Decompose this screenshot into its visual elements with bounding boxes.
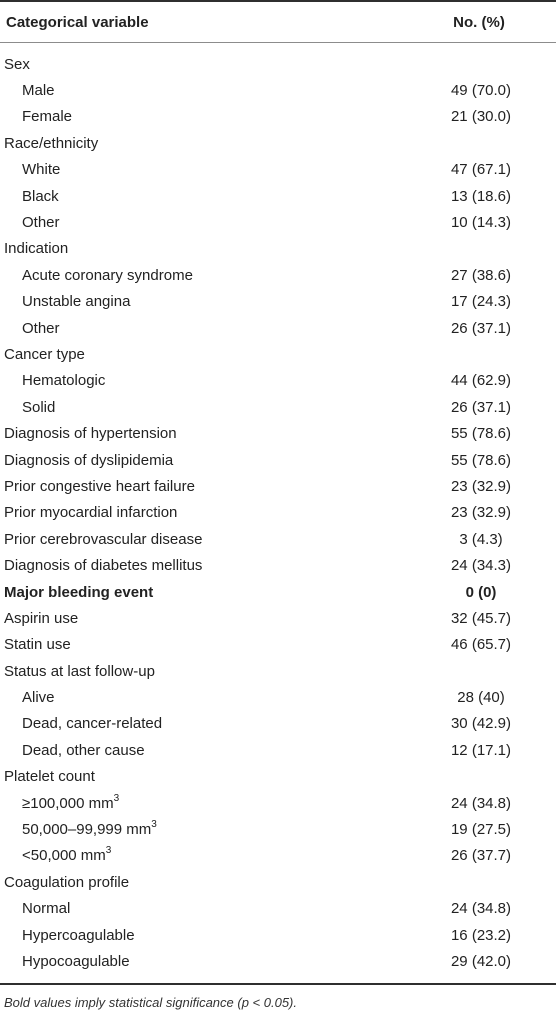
row-label-text: Acute coronary syndrome	[22, 266, 193, 284]
row-label-text: Normal	[22, 900, 71, 918]
row-value: 27 (38.6)	[450, 266, 512, 284]
row-value: 32 (45.7)	[450, 609, 512, 627]
row-value: 17 (24.3)	[450, 293, 512, 311]
row-label	[0, 847, 386, 864]
row-label	[0, 768, 386, 785]
row-label-superscript: 3	[113, 792, 120, 804]
table-row	[0, 473, 556, 499]
row-label-text: Hypercoagulable	[22, 926, 135, 944]
row-label-text: Diagnosis of diabetes mellitus	[4, 557, 203, 575]
row-value: 16 (23.2)	[450, 926, 512, 944]
table-header	[0, 2, 556, 42]
table-row	[0, 157, 556, 183]
row-label-text: Other	[22, 214, 60, 232]
row-label	[0, 689, 386, 706]
row-label	[0, 663, 386, 680]
row-value: 46 (65.7)	[450, 636, 512, 654]
row-value: 30 (42.9)	[450, 715, 512, 733]
row-value: 24 (34.8)	[450, 900, 512, 918]
row-label	[0, 425, 386, 442]
row-label	[0, 900, 386, 917]
row-label-text: Alive	[22, 689, 55, 707]
table-row	[0, 51, 556, 77]
row-label	[0, 56, 386, 73]
row-value: 19 (27.5)	[450, 821, 512, 839]
row-label-text: Hypocoagulable	[22, 952, 130, 970]
row-label-text: Unstable angina	[22, 293, 131, 311]
row-label-text: Race/ethnicity	[4, 134, 99, 152]
table-row	[0, 816, 556, 842]
table-row	[0, 605, 556, 631]
table-row	[0, 420, 556, 446]
row-label-text: Indication	[4, 240, 69, 258]
row-label	[0, 636, 386, 653]
row-label	[0, 82, 386, 99]
table-row	[0, 183, 556, 209]
table-row	[0, 711, 556, 737]
row-label	[0, 584, 386, 601]
row-label	[0, 108, 386, 125]
row-value: 55 (78.6)	[450, 425, 512, 443]
row-value: 49 (70.0)	[450, 82, 512, 100]
header-variable: Categorical variable	[6, 13, 149, 31]
row-label-text: <50,000 mm	[22, 847, 106, 865]
table-footnote: Bold values imply statistical significance (p < 0.05).	[4, 994, 297, 1010]
row-value: 44 (62.9)	[450, 372, 512, 390]
row-value: 3 (4.3)	[459, 530, 503, 548]
row-label	[0, 399, 386, 416]
row-label	[0, 320, 386, 337]
row-value: 10 (14.3)	[450, 214, 512, 232]
row-label-text: Female	[22, 108, 73, 126]
row-label	[0, 792, 386, 812]
row-value: 13 (18.6)	[450, 187, 512, 205]
table-row	[0, 922, 556, 948]
table-row	[0, 289, 556, 315]
table-row	[0, 896, 556, 922]
row-label-text: Male	[22, 82, 55, 100]
table-row	[0, 843, 556, 869]
row-label-text: Platelet count	[4, 768, 95, 786]
table-row	[0, 684, 556, 710]
table-row	[0, 209, 556, 235]
row-label	[0, 927, 386, 944]
row-label	[0, 874, 386, 891]
row-value: 26 (37.1)	[450, 319, 512, 337]
row-label	[0, 240, 386, 257]
table-body	[0, 43, 556, 983]
row-label	[0, 610, 386, 627]
table-row	[0, 552, 556, 578]
row-label-text: Aspirin use	[4, 609, 79, 627]
table-row	[0, 579, 556, 605]
table-row	[0, 500, 556, 526]
row-label	[0, 452, 386, 469]
row-value: 21 (30.0)	[450, 108, 512, 126]
row-label	[0, 953, 386, 970]
row-label-text: Hematologic	[22, 372, 106, 390]
row-label-text: 50,000–99,999 mm	[22, 821, 152, 839]
row-value: 29 (42.0)	[450, 952, 512, 970]
header-value: No. (%)	[453, 13, 505, 31]
row-label	[0, 135, 386, 152]
table-row	[0, 447, 556, 473]
row-value: 26 (37.7)	[450, 847, 512, 865]
table-row	[0, 262, 556, 288]
row-value: 0 (0)	[465, 583, 497, 601]
row-label-text: Status at last follow-up	[4, 662, 155, 680]
row-value: 23 (32.9)	[450, 477, 512, 495]
row-label-text: Other	[22, 319, 60, 337]
row-label-text: Coagulation profile	[4, 873, 130, 891]
row-label	[0, 293, 386, 310]
row-label-text: Prior cerebrovascular disease	[4, 530, 203, 548]
row-label	[0, 557, 386, 574]
row-label-text: White	[22, 161, 61, 179]
row-label-text: Dead, cancer-related	[22, 715, 163, 733]
table-row	[0, 368, 556, 394]
row-label	[0, 478, 386, 495]
table-row	[0, 77, 556, 103]
table-row	[0, 632, 556, 658]
row-label	[0, 531, 386, 548]
table-row	[0, 130, 556, 156]
row-label-superscript: 3	[151, 819, 157, 831]
row-label-text: Sex	[4, 55, 30, 73]
row-label	[0, 504, 386, 521]
row-value: 55 (78.6)	[450, 451, 512, 469]
table-row	[0, 790, 556, 816]
row-label	[0, 742, 386, 759]
table-row	[0, 948, 556, 974]
row-value: 23 (32.9)	[450, 504, 512, 522]
row-label	[0, 821, 386, 838]
table-row	[0, 104, 556, 130]
row-value: 47 (67.1)	[450, 161, 512, 179]
table-row	[0, 869, 556, 895]
row-label-text: Black	[22, 187, 59, 205]
row-value: 26 (37.1)	[450, 398, 512, 416]
table-row	[0, 764, 556, 790]
table-row	[0, 658, 556, 684]
row-label	[0, 267, 386, 284]
table-row	[0, 737, 556, 763]
row-label	[0, 214, 386, 231]
row-label-text: Prior myocardial infarction	[4, 504, 178, 522]
row-label-text: Diagnosis of hypertension	[4, 425, 177, 443]
table-row	[0, 341, 556, 367]
row-label	[0, 372, 386, 389]
row-label-text: ≥100,000 mm	[22, 794, 114, 812]
row-label	[0, 346, 386, 363]
table-row	[0, 394, 556, 420]
table-row	[0, 236, 556, 262]
row-label-text: Solid	[22, 398, 56, 416]
row-value: 24 (34.3)	[450, 557, 512, 575]
table-row	[0, 526, 556, 552]
row-label	[0, 188, 386, 205]
row-label-text: Cancer type	[4, 345, 85, 363]
row-label-text: Dead, other cause	[22, 741, 145, 759]
row-label-text: Statin use	[4, 636, 71, 654]
row-label-text: Major bleeding event	[4, 583, 154, 601]
row-label-superscript: 3	[105, 845, 112, 857]
row-label	[0, 715, 386, 732]
row-value: 28 (40)	[457, 689, 505, 707]
row-label	[0, 161, 386, 178]
row-label-text: Diagnosis of dyslipidemia	[4, 451, 174, 469]
row-value: 24 (34.8)	[450, 794, 512, 812]
table-row	[0, 315, 556, 341]
row-value: 12 (17.1)	[450, 741, 512, 759]
row-label-text: Prior congestive heart failure	[4, 477, 195, 495]
